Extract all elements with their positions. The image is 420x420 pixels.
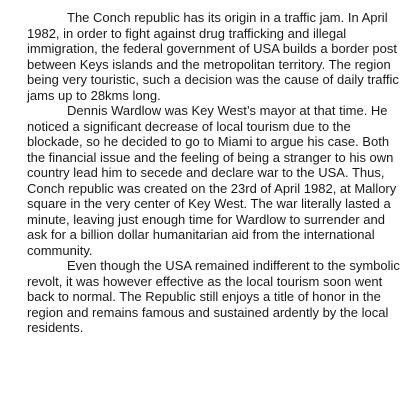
paragraph-origin: The Conch republic has its origin in a traffic jam. In April 1982, in order to fight against drug trafficking and illegal immigration, the federal government of USA builds a border post between Keys islands and the metropolitan territory. The region being very touristic, such a decision was the cause of daily traffic jams up to 28kms long.	[27, 10, 399, 103]
paragraph-outcome: Even though the USA remained indifferent to the symbolic revolt, it was however effective as the local tourism soon went back to normal. The Republic still enjoys a title of honor in the region and remains famous and sustained ardently by the local residents.	[27, 258, 400, 335]
paragraph-wardlow: Dennis Wardlow was Key West’s mayor at that time. He noticed a significant decrease of local tourism due to the blockade, so he decided to go to Miami to argue his case. Both the financial issue and the feeling of being a stranger to his own country lead him to secede and declare war to the USA. Thus, Conch republic was created on the 23rd of April 1982, at Mallory square in the very center of Key West. The war literally lasted a minute, leaving just enough time for Wardlow to surrender and ask for a billion dollar humanitarian aid from the international community.	[27, 103, 397, 258]
